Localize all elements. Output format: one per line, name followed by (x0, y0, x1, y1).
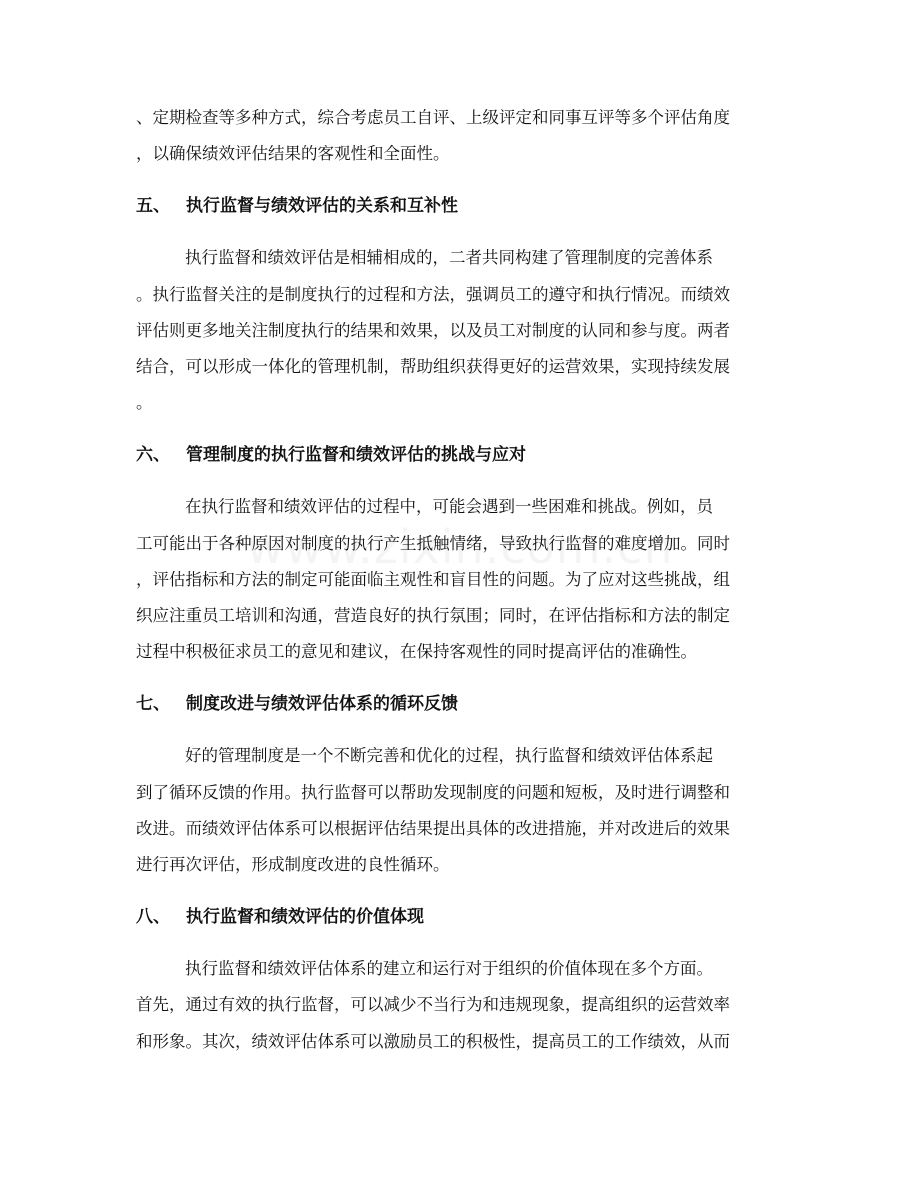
intro-paragraph (136, 100, 788, 172)
paragraph-line: 和形象。其次，绩效评估体系可以激励员工的积极性，提高员工的工作绩效，从而 (136, 1031, 730, 1051)
paragraph-line: 织应注重员工培训和沟通，营造良好的执行氛围；同时，在评估指标和方法的制定 (136, 606, 730, 626)
paragraph-line: 结合，可以形成一体化的管理机制，帮助组织获得更好的运营效果，实现持续发展 (136, 357, 730, 377)
section-title: 制度改进与绩效评估体系的循环反馈 (186, 694, 458, 715)
section-title: 管理制度的执行监督和绩效评估的挑战与应对 (186, 445, 526, 466)
document-page (136, 100, 788, 1060)
paragraph-line: ，评估指标和方法的制定可能面临主观性和盲目性的问题。为了应对这些挑战，组 (136, 569, 730, 589)
paragraph-line: 好的管理制度是一个不断完善和优化的过程，执行监督和绩效评估体系起 (185, 746, 713, 766)
section-heading-5 (136, 172, 788, 240)
section-number: 五、 (136, 196, 170, 217)
section-title: 执行监督与绩效评估的关系和互补性 (186, 196, 458, 217)
paragraph-line: 、定期检查等多种方式，综合考虑员工自评、上级评定和同事互评等多个评估角度 (136, 108, 730, 127)
paragraph-line: 评估则更多地关注制度执行的结果和效果，以及员工对制度的认同和参与度。两者 (136, 320, 730, 340)
section-number: 八、 (136, 907, 170, 928)
paragraph-line: 。执行监督关注的是制度执行的过程和方法，强调员工的遵守和执行情况。而绩效 (136, 284, 730, 304)
paragraph-line: 工可能出于各种原因对制度的执行产生抵触情绪，导致执行监督的难度增加。同时 (136, 533, 730, 553)
section-paragraph-6 (136, 489, 788, 670)
section-heading-7 (136, 670, 788, 738)
paragraph-line: 执行监督和绩效评估是相辅相成的，二者共同构建了管理制度的完善体系 (185, 248, 713, 268)
paragraph-line: 执行监督和绩效评估体系的建立和运行对于组织的价值体现在多个方面。 (185, 959, 713, 979)
section-title: 执行监督和绩效评估的价值体现 (186, 907, 424, 928)
paragraph-line: 。 (136, 393, 153, 413)
section-paragraph-5 (136, 240, 788, 421)
paragraph-line: 首先，通过有效的执行监督，可以减少不当行为和违规现象，提高组织的运营效率 (136, 995, 730, 1015)
paragraph-line: ，以确保绩效评估结果的客观性和全面性。 (136, 144, 450, 164)
paragraph-line: 在执行监督和绩效评估的过程中，可能会遇到一些困难和挑战。例如，员 (185, 497, 713, 517)
paragraph-line: 改进。而绩效评估体系可以根据评估结果提出具体的改进措施，并对改进后的效果 (136, 818, 730, 838)
section-paragraph-7 (136, 738, 788, 883)
section-heading-8 (136, 883, 788, 951)
paragraph-line: 过程中积极征求员工的意见和建议，在保持客观性的同时提高评估的准确性。 (136, 642, 697, 662)
paragraph-line: 进行再次评估，形成制度改进的良性循环。 (136, 855, 450, 875)
section-number: 六、 (136, 445, 170, 466)
section-number: 七、 (136, 694, 170, 715)
section-paragraph-8 (136, 951, 788, 1060)
section-heading-6 (136, 421, 788, 489)
paragraph-line: 到了循环反馈的作用。执行监督可以帮助发现制度的问题和短板，及时进行调整和 (136, 782, 730, 802)
